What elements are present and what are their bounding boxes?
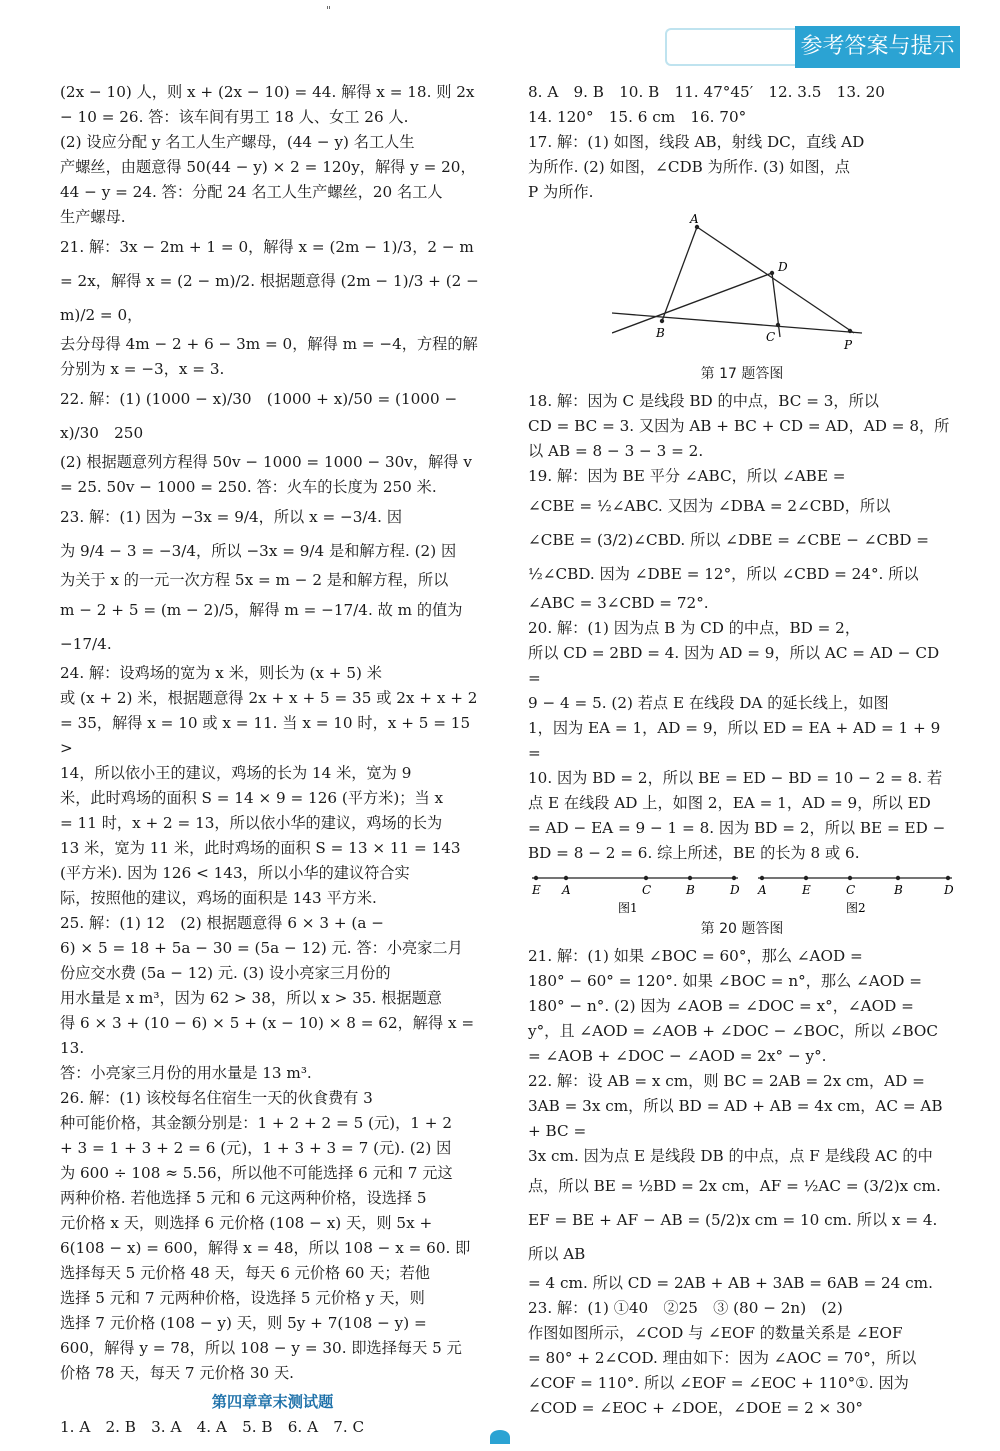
- text-line: = 11 时，x + 2 = 13，所以依小华的建议，鸡场的长为: [60, 814, 443, 832]
- text-line: 180° − n°. (2) 因为 ∠AOB = ∠DOC = x°，∠AOD =: [528, 997, 914, 1015]
- text-line: 24. 解：设鸡场的宽为 x 米，则长为 (x + 5) 米: [60, 664, 382, 682]
- fig20-1-label-d: D: [730, 883, 740, 897]
- text-line: 产螺丝，由题意得 50(44 − y) × 2 = 120y，解得 y = 20，: [60, 158, 476, 176]
- text-line: 22. 解：设 AB = x cm，则 BC = 2AB = 2x cm，AD =: [528, 1072, 925, 1090]
- text-line: (2x − 10) 人，则 x + (2x − 10) = 44. 解得 x = 18. 则 2x: [60, 83, 475, 101]
- text-line: 米，此时鸡场的面积 S = 14 × 9 = 126 (平方米)；当 x: [60, 789, 444, 807]
- figure-20-caption: 第 20 题答图: [700, 921, 784, 937]
- text-line: 10. 因为 BD = 2，所以 BE = ED − BD = 10 − 2 = 8. 若: [528, 769, 943, 787]
- text-line: 3x cm. 因为点 E 是线段 DB 的中点，点 F 是线段 AC 的中: [528, 1147, 933, 1165]
- text-line: = 35，解得 x = 10 或 x = 11. 当 x = 10 时，x + 5 = 15 >: [60, 714, 471, 757]
- header-title: 参考答案与提示: [795, 26, 960, 68]
- text-line: 答：小亮家三月份的用水量是 13 m³.: [60, 1064, 312, 1082]
- fig20-2-label-e: E: [802, 883, 811, 897]
- text-line: 21. 解：(1) 如果 ∠BOC = 60°，那么 ∠AOD =: [528, 947, 863, 965]
- text-line: m − 2 + 5 = (m − 2)/5，解得 m = −17/4. 故 m 的值为 −17/4.: [60, 601, 463, 653]
- text-line: 18. 解：因为 C 是线段 BD 的中点，BC = 3，所以: [528, 392, 879, 410]
- chapter-heading: 第四章章末测试题: [211, 1393, 334, 1411]
- text-line: EF = BE + AF − AB = (5/2)x cm = 10 cm. 所以 x = 4. 所以 AB: [528, 1211, 938, 1263]
- text-line: = 4 cm. 所以 CD = 2AB + AB + 3AB = 6AB = 24 cm.: [528, 1274, 933, 1292]
- text-line: = 2x，解得 x = (2 − m)/2. 根据题意得 (2m − 1)/3 + (2 − m)/2 = 0，: [60, 272, 479, 324]
- fig20-2-label-a: A: [758, 883, 767, 897]
- text-line: 为 600 ÷ 108 ≈ 5.56，所以他不可能选择 6 元和 7 元这: [60, 1164, 453, 1182]
- text-line: 1. A 2. B 3. A 4. A 5. B 6. A 7. C: [60, 1418, 365, 1436]
- text-line: − 10 = 26. 答：该车间有男工 18 人、女工 26 人.: [60, 108, 409, 126]
- fig20-2-label-b: B: [894, 883, 903, 897]
- fig20-2-label-d: D: [944, 883, 954, 897]
- text-line: 得 6 × 3 + (10 − 6) × 5 + (x − 10) × 8 = 62，解得 x = 13.: [60, 1014, 475, 1057]
- text-line: 所以 CD = 2BD = 4. 因为 AD = 9，所以 AC = AD − CD =: [528, 644, 940, 687]
- fig20-2-label-c: C: [846, 883, 856, 897]
- text-line: 17. 解：(1) 如图，线段 AB，射线 DC，直线 AD: [528, 133, 865, 151]
- page-number-tab: [490, 1430, 510, 1444]
- text-line: 44 − y = 24. 答：分配 24 名工人生产螺丝，20 名工人: [60, 183, 443, 201]
- text-line: = 80° + 2∠COD. 理由如下：因为 ∠AOC = 70°，所以: [528, 1349, 917, 1367]
- text-line: 1，因为 EA = 1，AD = 9，所以 ED = EA + AD = 1 + 9 =: [528, 719, 941, 762]
- text-line: 26. 解：(1) 该校每名住宿生一天的伙食费有 3: [60, 1089, 373, 1107]
- text-line: 13 米，宽为 11 米，此时鸡场的面积 S = 13 × 11 = 143: [60, 839, 461, 857]
- text-line: 14，所以依小王的建议，鸡场的长为 14 米，宽为 9: [60, 764, 412, 782]
- text-line: + 3 = 1 + 3 + 2 = 6 (元)，1 + 3 + 3 = 7 (元). (2) 因: [60, 1139, 452, 1157]
- text-line: ∠COD = ∠EOC + ∠DOE，∠DOE = 2 × 30°: [528, 1399, 864, 1417]
- text-line: = 25. 50v − 1000 = 250. 答：火车的长度为 250 米.: [60, 478, 437, 496]
- text-line: 8. A 9. B 10. B 11. 47°45′ 12. 3.5 13. 20: [528, 83, 885, 101]
- text-line: 生产螺母.: [60, 208, 126, 226]
- text-line: P 为所作.: [528, 183, 594, 201]
- text-line: 6) × 5 = 18 + 5a − 30 = (5a − 12) 元. 答：小亮家二月: [60, 939, 463, 957]
- text-line: 23. 解：(1) 因为 −3x = 9/4，所以 x = −3/4. 因: [60, 508, 403, 526]
- text-line: 去分母得 4m − 2 + 6 − 3m = 0，解得 m = −4，方程的解: [60, 335, 478, 353]
- fig20-1-caption: 图1: [618, 901, 638, 914]
- text-line: 19. 解：因为 BE 平分 ∠ABC，所以 ∠ABE =: [528, 467, 846, 485]
- text-line: 选择 5 元和 7 元两种价格，设选择 5 元价格 y 天，则: [60, 1289, 425, 1307]
- text-line: 点，所以 BE = ½BD = 2x cm，AF = ½AC = (3/2)x cm.: [528, 1177, 941, 1195]
- text-line: 20. 解：(1) 因为点 B 为 CD 的中点，BD = 2，: [528, 619, 861, 637]
- figure-17-caption: 第 17 题答图: [700, 366, 784, 382]
- text-line: ∠CBE = ½∠ABC. 又因为 ∠DBA = 2∠CBD，所以: [528, 497, 891, 515]
- text-line: 3AB = 3x cm，所以 BD = AD + AB = 4x cm，AC = AB + BC =: [528, 1097, 943, 1140]
- text-line: 或 (x + 2) 米，根据题意得 2x + x + 5 = 35 或 2x + x + 2: [60, 689, 478, 707]
- text-line: 600，解得 y = 78，所以 108 − y = 30. 即选择每天 5 元: [60, 1339, 462, 1357]
- text-line: 两种价格. 若他选择 5 元和 6 元这两种价格，设选择 5: [60, 1189, 427, 1207]
- text-line: (2) 根据题意列方程得 50v − 1000 = 1000 − 30v，解得 v: [60, 453, 472, 471]
- fig17-label-d: D: [778, 260, 788, 274]
- fig20-1-label-c: C: [642, 883, 652, 897]
- text-line: 9 − 4 = 5. (2) 若点 E 在线段 DA 的延长线上，如图: [528, 694, 889, 712]
- text-line: 为 9/4 − 3 = −3/4，所以 −3x = 9/4 是和解方程. (2) 因: [60, 542, 457, 560]
- text-line: 为关于 x 的一元一次方程 5x = m − 2 是和解方程，所以: [60, 571, 449, 589]
- text-line: 以 AB = 8 − 3 − 3 = 2.: [528, 442, 704, 460]
- header-empty-box: [665, 28, 795, 66]
- text-line: 21. 解：3x − 2m + 1 = 0，解得 x = (2m − 1)/3，2 − m: [60, 238, 474, 256]
- text-line: 份应交水费 (5a − 12) 元. (3) 设小亮家三月份的: [60, 964, 391, 982]
- text-line: 6(108 − x) = 600，解得 x = 48，所以 108 − x = 60. 即: [60, 1239, 471, 1257]
- text-line: 22. 解：(1) (1000 − x)/30 (1000 + x)/50 = (1000 − x)/30 250: [60, 390, 458, 442]
- text-line: BD = 8 − 2 = 6. 综上所述，BE 的长为 8 或 6.: [528, 844, 860, 862]
- text-line: 14. 120° 15. 6 cm 16. 70°: [528, 108, 747, 126]
- text-line: 作图如图所示，∠COD 与 ∠EOF 的数量关系是 ∠EOF: [528, 1324, 903, 1342]
- figure-17: [612, 209, 872, 359]
- fig17-label-a: A: [690, 212, 699, 226]
- text-line: 用水量是 x m³，因为 62 > 38，所以 x > 35. 根据题意: [60, 989, 442, 1007]
- right-column: [528, 80, 956, 1421]
- text-line: CD = BC = 3. 又因为 AB + BC + CD = AD，AD = 8，所: [528, 417, 950, 435]
- fig17-label-p: P: [844, 338, 853, 352]
- text-line: 点 E 在线段 AD 上，如图 2，EA = 1，AD = 9，所以 ED: [528, 794, 931, 812]
- text-line: ∠COF = 110°. 所以 ∠EOF = ∠EOC + 110°①. 因为: [528, 1374, 909, 1392]
- text-line: 分别为 x = −3，x = 3.: [60, 360, 225, 378]
- text-line: ∠CBE = (3/2)∠CBD. 所以 ∠DBE = ∠CBE − ∠CBD =: [528, 531, 930, 549]
- text-line: 际，按照他的建议，鸡场的面积是 143 平方米.: [60, 889, 377, 907]
- fig20-1-label-b: B: [686, 883, 695, 897]
- text-line: (平方米). 因为 126 < 143，所以小华的建议符合实: [60, 864, 410, 882]
- text-line: ∠ABC = 3∠CBD = 72°.: [528, 594, 709, 612]
- text-line: 选择 7 元价格 (108 − y) 天，则 5y + 7(108 − y) =: [60, 1314, 427, 1332]
- fig17-label-c: C: [766, 330, 776, 344]
- text-line: 价格 78 天，每天 7 元价格 30 天.: [60, 1364, 294, 1382]
- text-line: = ∠AOB + ∠DOC − ∠AOD = 2x° − y°.: [528, 1047, 827, 1065]
- text-line: 种可能价格，其金额分别是：1 + 2 + 2 = 5 (元)，1 + 2: [60, 1114, 452, 1132]
- text-line: 元价格 x 天，则选择 6 元价格 (108 − x) 天，则 5x +: [60, 1214, 433, 1232]
- text-line: (2) 设应分配 y 名工人生产螺母，(44 − y) 名工人生: [60, 133, 415, 151]
- figure-20: [528, 870, 956, 914]
- fig20-1-label-e: E: [532, 883, 541, 897]
- text-line: ½∠CBD. 因为 ∠DBE = 12°，所以 ∠CBD = 24°. 所以: [528, 565, 919, 583]
- text-line: 180° − 60° = 120°. 如果 ∠BOC = n°，那么 ∠AOD =: [528, 972, 922, 990]
- fig20-1-label-a: A: [562, 883, 571, 897]
- fig20-2-caption: 图2: [846, 901, 866, 914]
- text-line: 23. 解：(1) ①40 ②25 ③ (80 − 2n) (2): [528, 1299, 843, 1317]
- left-column: [60, 80, 485, 1440]
- text-line: 选择每天 5 元价格 48 天，每天 6 元价格 60 天；若他: [60, 1264, 430, 1282]
- text-line: 为所作. (2) 如图，∠CDB 为所作. (3) 如图，点: [528, 158, 850, 176]
- text-line: = AD − EA = 9 − 1 = 8. 因为 BD = 2，所以 BE = ED −: [528, 819, 946, 837]
- text-line: 25. 解：(1) 12 (2) 根据题意得 6 × 3 + (a −: [60, 914, 384, 932]
- text-line: y°，且 ∠AOD = ∠AOB + ∠DOC − ∠BOC，所以 ∠BOC: [528, 1022, 938, 1040]
- fig17-label-b: B: [656, 326, 665, 340]
- top-mark: ": [326, 4, 332, 17]
